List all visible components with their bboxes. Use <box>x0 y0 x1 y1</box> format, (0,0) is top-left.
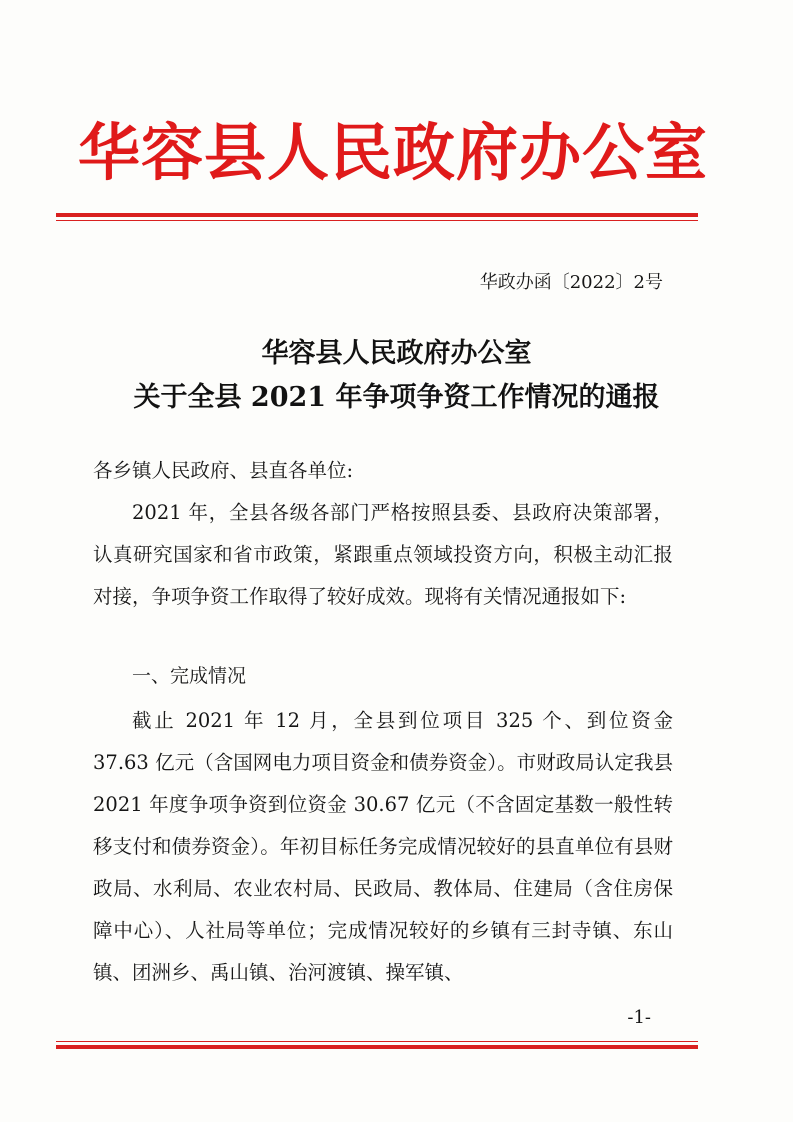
salutation: 各乡镇人民政府、县直各单位: <box>93 459 354 482</box>
footer-red-rule-thin <box>56 1041 698 1042</box>
footer-red-rule-thick <box>56 1045 698 1049</box>
paragraph-text: 2021 年，全县各级各部门严格按照县委、县政府决策部署，认真研究国家和省市政策，紧跟重点领域投资方向，积极主动汇报对接，争项争资工作取得了较好成效。现将有关情况通报如下: <box>93 501 673 608</box>
page-number: -1- <box>627 1007 651 1028</box>
section-heading: 一、完成情况 <box>132 665 247 687</box>
body-paragraph-completion <box>93 700 673 994</box>
letterhead-title: 华容县人民政府办公室 <box>78 116 709 189</box>
document-title-line-1: 华容县人民政府办公室 <box>261 338 532 369</box>
letterhead-red-rule-thin <box>56 220 698 221</box>
letterhead-red-rule-thick <box>56 213 698 217</box>
paragraph-text: 截止 2021 年 12 月，全县到位项目 325 个、到位资金 37.63 亿元（含国网电力项目资金和债券资金）。市财政局认定我县 2021 年度争项争资到位资金 30.67 亿元（不含固定基数一般性转移支付和债券资金）。年初目标任务完成情况较好的县直单位有县财政局、水利局、农业农村局、民政局、教体局、住建局（含住房保障中心）、人社局等单位；完成情况较好的乡镇有三封寺镇、东山镇、团洲乡、禹山镇、治河渡镇、操军镇、 <box>93 709 673 984</box>
document-title-line-2: 关于全县 2021 年争项争资工作情况的通报 <box>133 382 660 413</box>
body-paragraph-intro <box>93 492 673 618</box>
document-number: 华政办函〔2022〕2号 <box>479 272 663 293</box>
